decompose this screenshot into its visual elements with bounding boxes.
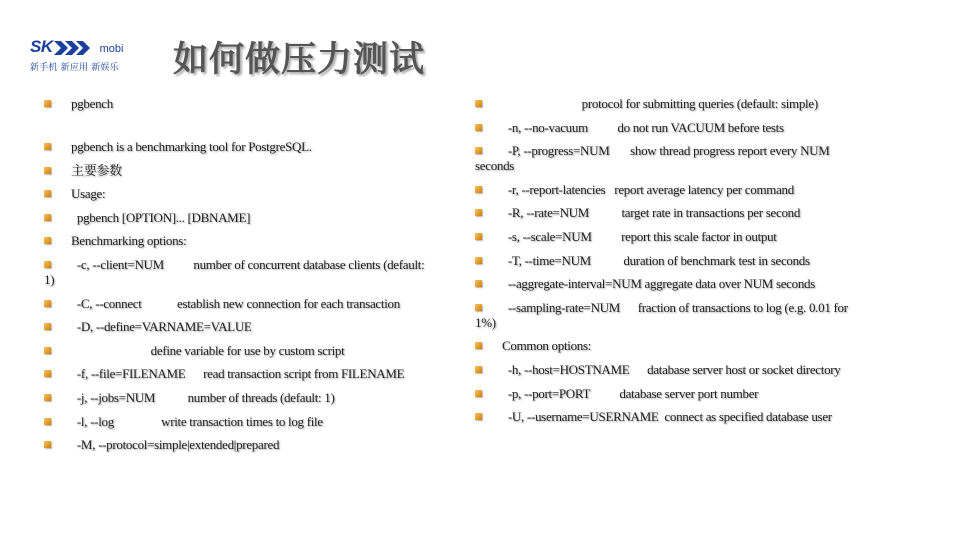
bullet-item (44, 390, 476, 405)
bullet-item (475, 300, 915, 330)
bullet-item (475, 229, 915, 244)
bullet-item (475, 409, 915, 424)
bullet-text: -D, --define=VARNAME=VALUE (71, 319, 252, 335)
bullet-square-icon (475, 280, 482, 287)
bullet-item (475, 386, 915, 401)
bullet-square-icon (44, 441, 51, 448)
bullet-square-icon (475, 257, 482, 264)
bullet-text-continuation: 1%) (475, 314, 496, 330)
logo-brand: SK (30, 37, 53, 56)
bullet-square-icon (475, 366, 482, 373)
bullet-text: -h, --host=HOSTNAME database server host or socket directory (502, 361, 841, 377)
company-logo (30, 36, 150, 76)
bullet-item (475, 96, 915, 111)
bullet-text: -j, --jobs=NUM number of threads (default: 1) (71, 389, 335, 405)
bullet-item (44, 366, 476, 381)
bullet-text: -c, --client=NUM number of concurrent database clients (default: (71, 256, 428, 272)
bullet-text: Common options: (502, 338, 592, 354)
bullet-square-icon (475, 390, 482, 397)
bullet-item (475, 120, 915, 135)
bullet-text: -r, --report-latencies report average latency per command (502, 181, 794, 197)
bullet-square-icon (475, 209, 482, 216)
bullet-square-icon (475, 100, 482, 107)
bullet-item (44, 296, 476, 311)
bullet-square-icon (44, 190, 51, 197)
bullet-item (44, 163, 476, 178)
bullet-square-icon (475, 304, 482, 311)
bullet-item (475, 253, 915, 268)
bullet-item (475, 143, 915, 173)
bullet-item (475, 205, 915, 220)
bullet-item (44, 186, 476, 201)
bullet-square-icon (44, 143, 51, 150)
bullet-square-icon (475, 413, 482, 420)
bullet-text: -P, --progress=NUM show thread progress report every NUM (502, 143, 833, 159)
bullet-text: -s, --scale=NUM report this scale factor in output (502, 228, 777, 244)
bullet-text: -T, --time=NUM duration of benchmark test in seconds (502, 252, 810, 268)
bullet-text: -C, --connect establish new connection for each transaction (71, 295, 400, 311)
bullet-square-icon (44, 261, 51, 268)
bullet-text: -l, --log write transaction times to log file (71, 413, 323, 429)
bullet-text: --aggregate-interval=NUM aggregate data over NUM seconds (502, 276, 816, 292)
bullet-square-icon (44, 100, 51, 107)
bullet-text: --sampling-rate=NUM fraction of transactions to log (e.g. 0.01 for (502, 299, 851, 315)
bullet-item (44, 233, 476, 248)
slide-title: 如何做压力测试 (173, 40, 426, 80)
bullet-square-icon (44, 418, 51, 425)
bullet-text: Usage: (71, 186, 106, 202)
bullet-item (44, 414, 476, 429)
bullet-square-icon (44, 167, 51, 174)
bullet-text: -M, --protocol=simple|extended|prepared (71, 437, 280, 453)
right-bullet-list (475, 96, 915, 433)
bullet-text: Benchmarking options: (71, 233, 187, 249)
left-bullet-list (44, 96, 476, 461)
bullet-item (44, 210, 476, 225)
bullet-square-icon (44, 237, 51, 244)
bullet-item (475, 276, 915, 291)
bullet-item (44, 319, 476, 334)
bullet-item (44, 96, 476, 111)
bullet-text: define variable for use by custom script (71, 342, 345, 358)
bullet-text: -p, --port=PORT database server port number (502, 385, 759, 401)
bullet-text: -R, --rate=NUM target rate in transactions per second (502, 205, 801, 221)
bullet-item (475, 362, 915, 377)
bullet-text: 主要参数 (71, 162, 122, 178)
bullet-item (44, 139, 476, 154)
bullet-item (44, 437, 476, 452)
bullet-text-continuation: 1) (44, 271, 55, 287)
bullet-text: protocol for submitting queries (default: simple) (502, 96, 818, 111)
bullet-text: -U, --username=USERNAME connect as specified database user (502, 409, 832, 425)
bullet-item (475, 182, 915, 197)
bullet-square-icon (475, 147, 482, 154)
logo-tagline: 新手机 新应用 新娱乐 (30, 63, 119, 73)
bullet-item (44, 343, 476, 358)
logo-sub: mobi (99, 43, 124, 55)
bullet-item (475, 338, 915, 353)
bullet-square-icon (44, 214, 51, 221)
bullet-square-icon (475, 233, 482, 240)
bullet-square-icon (475, 124, 482, 131)
bullet-text: -f, --file=FILENAME read transaction script from FILENAME (71, 366, 405, 382)
bullet-item (44, 257, 476, 287)
bullet-square-icon (44, 300, 51, 307)
bullet-square-icon (44, 347, 51, 354)
bullet-square-icon (44, 323, 51, 330)
bullet-text: pgbench (71, 96, 113, 111)
logo-chevron-icon (54, 40, 98, 56)
bullet-square-icon (475, 186, 482, 193)
bullet-square-icon (44, 394, 51, 401)
bullet-text-continuation: seconds (475, 158, 515, 174)
bullet-text: pgbench is a benchmarking tool for PostgreSQL. (71, 139, 312, 154)
bullet-square-icon (44, 370, 51, 377)
bullet-text: pgbench [OPTION]... [DBNAME] (71, 209, 251, 225)
bullet-text: -n, --no-vacuum do not run VACUUM before tests (502, 119, 784, 135)
bullet-square-icon (475, 342, 482, 349)
